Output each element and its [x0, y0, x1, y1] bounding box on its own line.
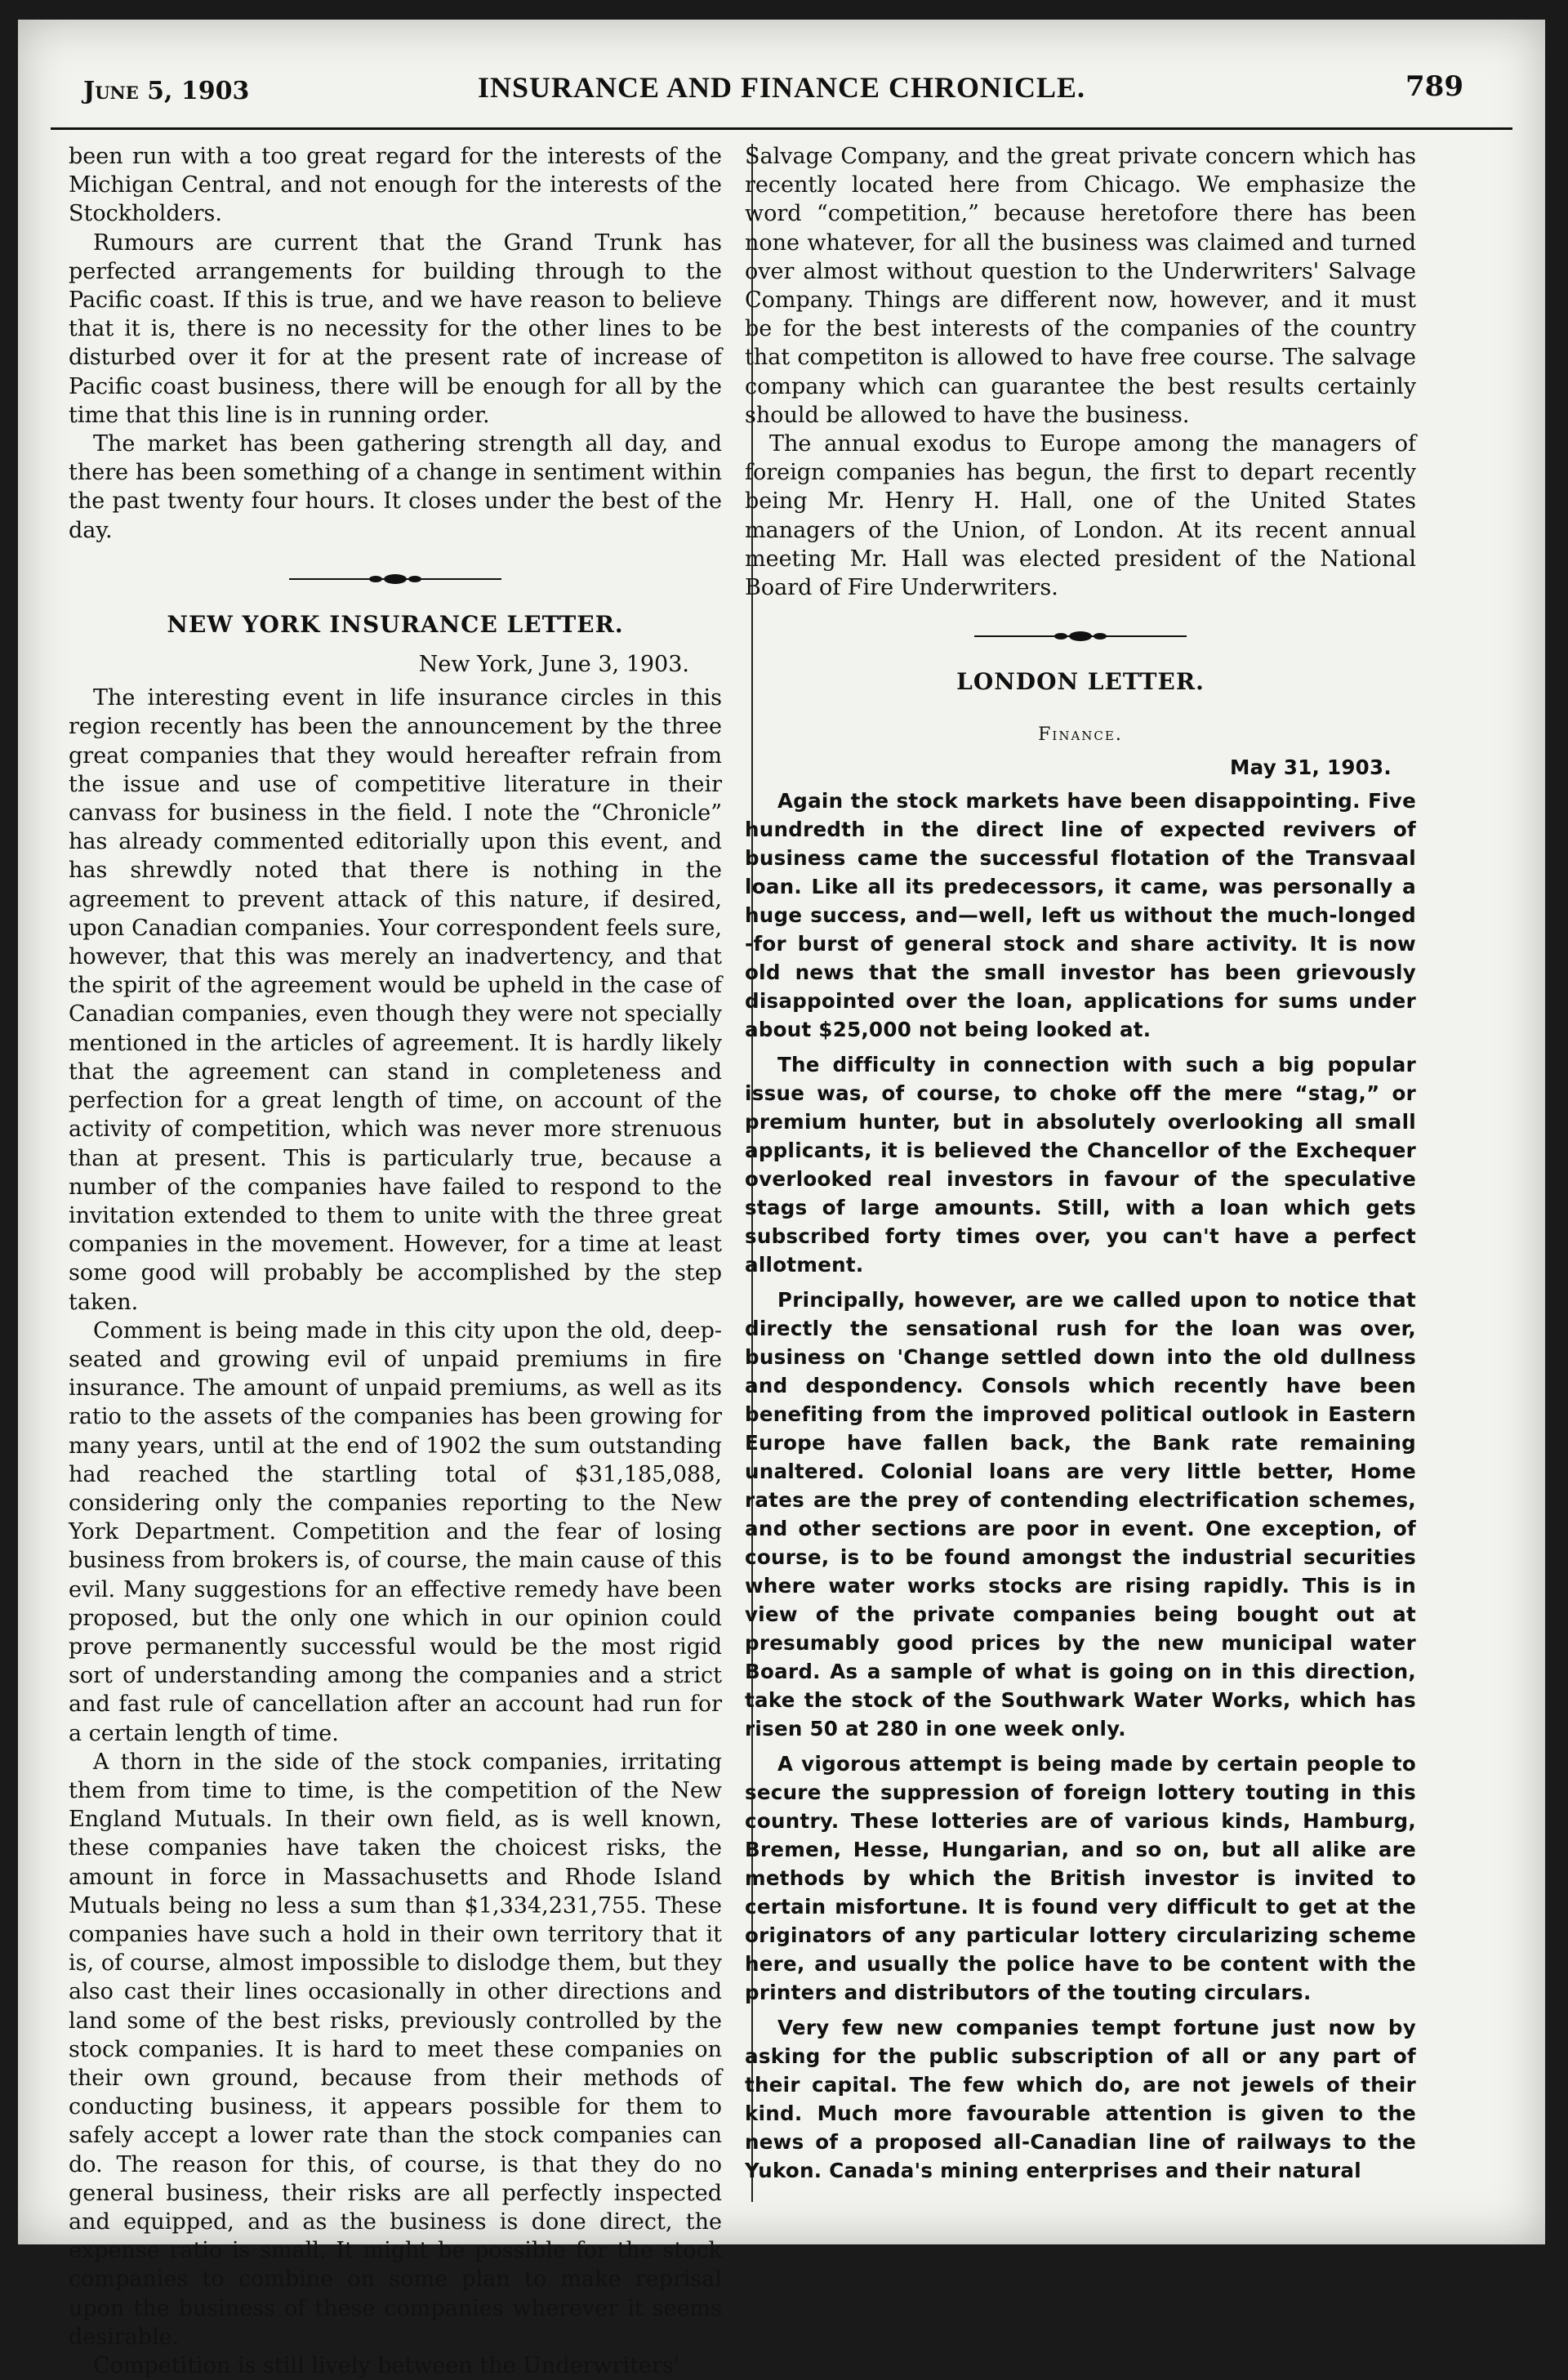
paragraph: Again the stock markets have been disappointing. Five hundredth in the direct line of expected revivers of business came the successful flotation of the Transvaal loan. Like all its predecessors, it came, was personally a huge success, and—well, left us without the much-longed -for burst of general stock and share activity. It is now old news that the small investor has been grievously disappointed over the loan, applications for sums under about $25,000 not being looked at. [745, 788, 1416, 1041]
dateline: May 31, 1903. [1230, 755, 1392, 779]
publication-title: INSURANCE AND FINANCE CHRONICLE. [477, 71, 1086, 104]
ornament-divider-icon [974, 628, 1187, 644]
paragraph: The interesting event in life insurance circles in this region recently has been the announcement by the three great companies that they would hereafter refrain from the issue and use of competitive literature in their canvass for business in the field. I note the “Chronicle” has already commented editorially upon this event, and has shrewdly noted that there is nothing in the agreement to prevent attack of this nature, if desired, upon Canadian companies. Your correspondent feels sure, however, that this was merely an inadvertency, and that the spirit of the agreement would be upheld in the case of Canadian companies, even though they were not specially mentioned in the articles of agreement. It is hardly likely that the agreement can stand in completeness and perfection for a great length of time, on account of the activity of competition, which was never more strenuous than at present. This is particularly true, because a number of the companies have failed to respond to the invitation extended to them to unite with the three great companies in the movement. However, for a time at least some good will probably be accomplished by the step taken. [69, 685, 722, 1315]
right-column [745, 142, 1416, 2185]
paragraph: Competition is still lively between the Underwriters' [93, 2353, 680, 2379]
paragraph: A thorn in the side of the stock companies, irritating them from time to time, is the competition of the New England Mutuals. In their own field, as is well known, these companies have taken the choicest risks, the amount in force in Massachusetts and Rhode Island Mutuals being no less a sum than $1,334,231,755. These companies have such a hold in their own territory that it is, of course, almost impossible to dislodge them, but they also cast their lines occasionally in other directions and land some of the best risks, previously controlled by the stock companies. It is hard to meet these companies on their own ground, because from their methods of conducting business, it appears possible for them to safely accept a lower rate than the stock companies can do. The reason for this, of course, is that they do no general business, their risks are all perfectly inspected and equipped, and as the business is done direct, the expense ratio is small. It might be possible for the stock companies to combine on some plan to make reprisal upon the business of these companies wherever it seems desirable. [69, 1749, 722, 2350]
ornament-divider-icon [289, 571, 501, 587]
paragraph: Comment is being made in this city upon the old, deep-seated and growing evil of unpaid premiums in fire insurance. The amount of unpaid premiums, as well as its ratio to the assets of the companies has been growing for many years, until at the end of 1902 the sum outstanding had reached the startling total of $31,185,088, considering only the companies reporting to the New York Department. Competition and the fear of losing business from brokers is, of course, the main cause of this evil. Many suggestions for an effective remedy have been proposed, but the only one which in our opinion could prove permanently successful would be the most rigid sort of understanding among the companies and a strict and fast rule of cancellation after an account had run for a certain length of time. [69, 1317, 722, 1746]
section-ornament [69, 566, 722, 582]
paragraph: The difficulty in connection with such a big popular issue was, of course, to choke off the mere “stag,” or premium hunter, but in absolutely overlooking all small applicants, it is believed the Chancellor of the Exchequer overlooked real investors in favour of the speculative stags of large amounts. Still, with a loan which gets subscribed forty times over, you can't have a perfect allotment. [745, 1052, 1416, 1277]
london-letter-body [745, 787, 1416, 2185]
paragraph: been run with a too great regard for the interests of the Michigan Central, and not enough for the interests of the Stockholders. [69, 144, 722, 227]
section-ornament [745, 623, 1416, 640]
section-heading: LONDON LETTER. [956, 668, 1205, 696]
paragraph: Salvage Company, and the great private concern which has recently located here from Chicago. We emphasize the word “competition,” because heretofore there has been none whatever, for all the business was claimed and turned over almost without question to the Underwriters' Salvage Company. Things are different now, however, and it must be for the best interests of the companies of the country that competiton is allowed to have free course. The salvage company which can guarantee the best results certainly should be allowed to have the business. [745, 144, 1416, 428]
page-header [51, 62, 1512, 119]
paragraph: Principally, however, are we called upon to notice that directly the sensational rush for the loan was over, business on 'Change settled down into the old dullness and despondency. Consols which recently have been benefiting from the improved political outlook in Eastern Europe have fallen back, the Bank rate remaining unaltered. Colonial loans are very little better, Home rates are the prey of contending electrification schemes, and other sections are poor in event. One exception, of course, is to be found amongst the industrial securities where water works stocks are rising rapidly. This is in view of the private companies being bought out at presumably good prices by the new municipal water Board. As a sample of what is going on in this direction, take the stock of the Southwark Water Works, which has risen 50 at 280 in one week only. [745, 1287, 1416, 1740]
paragraph: A vigorous attempt is being made by certain people to secure the suppression of foreign lottery touting in this country. These lotteries are of various kinds, Hamburg, Bremen, Hesse, Hungarian, and so on, but all alike are methods by which the British investor is invited to certain misfortune. It is found very difficult to get at the originators of any particular lottery circularizing scheme here, and usually the police have to be content with the printers and distributors of the touting circulars. [745, 1751, 1416, 2004]
section-heading: NEW YORK INSURANCE LETTER. [167, 610, 624, 638]
paragraph: Very few new companies tempt fortune just now by asking for the public subscription of all or any part of their capital. The few which do, are not jewels of their kind. Much more favourable attention is given to the news of a proposed all-Canadian line of railways to the Yukon. Canada's mining enterprises and their natural [745, 2015, 1416, 2182]
newspaper-page [18, 20, 1545, 2379]
issue-date: June 5, 1903 [83, 77, 250, 105]
paragraph: The annual exodus to Europe among the managers of foreign companies has begun, the first to depart recently being Mr. Henry H. Hall, one of the United States managers of the Union, of London. At its recent annual meeting Mr. Hall was elected president of the National Board of Fire Underwriters. [745, 431, 1416, 601]
paragraph: The market has been gathering strength all day, and there has been something of a change in sentiment within the past twenty four hours. It closes under the best of the day. [69, 431, 722, 543]
page-number: 789 [1405, 70, 1463, 103]
header-rule [51, 127, 1512, 130]
left-column [69, 142, 722, 2380]
paragraph: Rumours are current that the Grand Trunk has perfected arrangements for building through to the Pacific coast. If this is true, and we have reason to believe that it is, there is no necessity for the other lines to be disturbed over it for at the present rate of increase of Pacific coast business, there will be enough for all by the time that this line is in running order. [69, 230, 722, 428]
dateline: New York, June 3, 1903. [418, 652, 689, 678]
section-subheading: Finance. [1038, 724, 1123, 746]
